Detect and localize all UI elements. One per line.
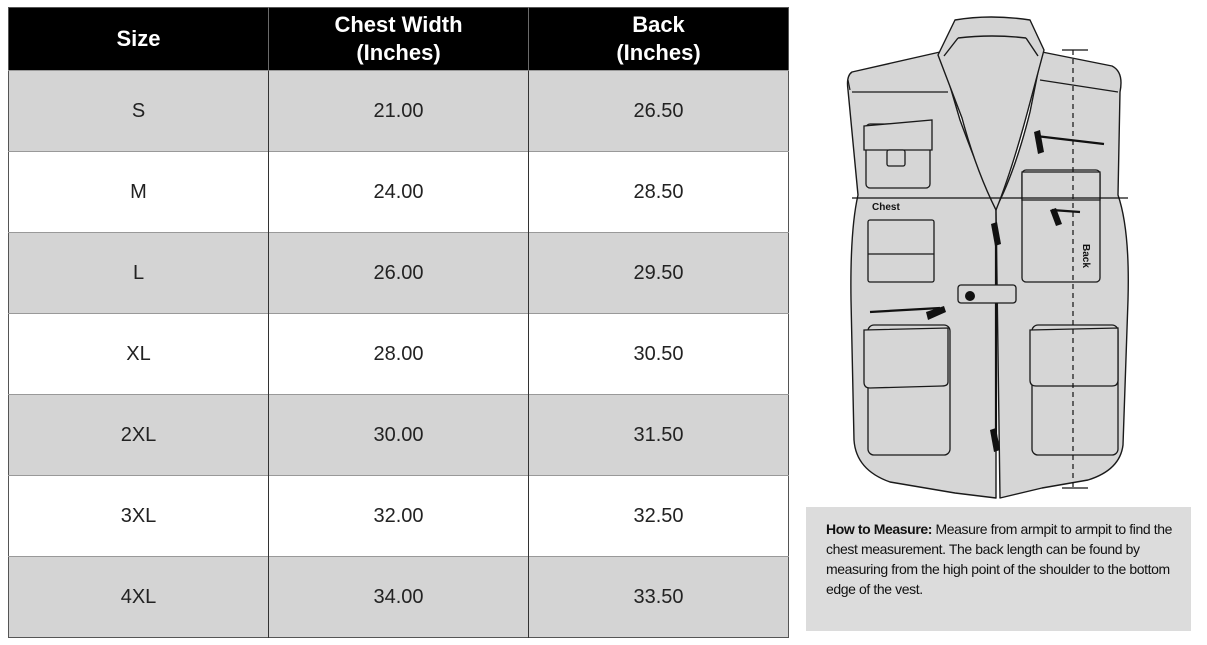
table-row — [9, 152, 789, 233]
header-chest-width — [269, 8, 529, 71]
table-header-row — [9, 8, 789, 71]
back-cell: 31.50 — [529, 395, 789, 476]
header-chest-line1: Chest Width — [334, 12, 463, 37]
table-row — [9, 71, 789, 152]
size-cell: M — [9, 152, 269, 233]
header-size-line1: Size — [116, 26, 161, 51]
back-cell: 30.50 — [529, 314, 789, 395]
chest-label: Chest — [872, 202, 900, 213]
table-row — [9, 557, 789, 638]
chest-cell: 26.00 — [269, 233, 529, 314]
size-cell: XL — [9, 314, 269, 395]
chest-cell: 34.00 — [269, 557, 529, 638]
chest-cell: 32.00 — [269, 476, 529, 557]
header-back — [529, 8, 789, 71]
back-label: Back — [1080, 244, 1091, 268]
back-cell: 29.50 — [529, 233, 789, 314]
size-chart-table — [8, 7, 789, 638]
back-cell: 26.50 — [529, 71, 789, 152]
chest-cell: 21.00 — [269, 71, 529, 152]
how-to-text: Measure from armpit to armpit to find the chest measurement. The back length can be found by measuring from the high point of the shoulder to the bottom edge of the vest. — [826, 521, 1172, 597]
how-to-measure-box — [806, 507, 1191, 631]
table-row — [9, 233, 789, 314]
header-size — [9, 8, 269, 71]
back-cell: 28.50 — [529, 152, 789, 233]
back-cell: 32.50 — [529, 476, 789, 557]
header-back-line1: Back — [632, 12, 685, 37]
back-cell: 33.50 — [529, 557, 789, 638]
vest-diagram — [840, 10, 1140, 500]
chest-cell: 30.00 — [269, 395, 529, 476]
header-chest-line2: (Inches) — [356, 40, 441, 65]
size-cell: 3XL — [9, 476, 269, 557]
chest-cell: 24.00 — [269, 152, 529, 233]
size-cell: L — [9, 233, 269, 314]
table-row — [9, 476, 789, 557]
table-row — [9, 314, 789, 395]
size-cell: 2XL — [9, 395, 269, 476]
header-back-line2: (Inches) — [616, 40, 701, 65]
how-to-title: How to Measure: — [826, 521, 933, 537]
chest-cell: 28.00 — [269, 314, 529, 395]
size-cell: S — [9, 71, 269, 152]
table-row — [9, 395, 789, 476]
size-cell: 4XL — [9, 557, 269, 638]
